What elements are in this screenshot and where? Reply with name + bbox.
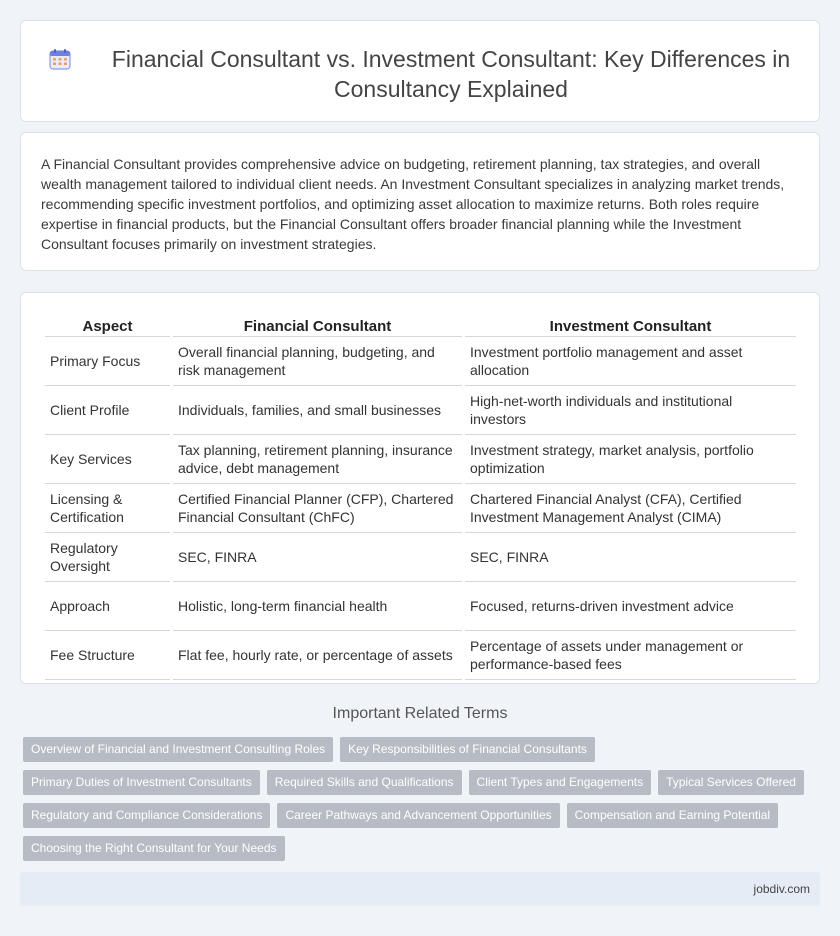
aspect-cell: Key Services [45, 435, 170, 484]
investment-cell: High-net-worth individuals and institutional investors [465, 386, 796, 435]
financial-cell: Flat fee, hourly rate, or percentage of assets [173, 631, 462, 680]
financial-cell: Certified Financial Planner (CFP), Chartered Financial Consultant (ChFC) [173, 484, 462, 533]
financial-cell: SEC, FINRA [173, 533, 462, 582]
table-row [45, 631, 796, 680]
header-investment-consultant: Investment Consultant [465, 315, 796, 337]
related-term-tag[interactable]: Required Skills and Qualifications [267, 770, 462, 795]
footer-site-link[interactable]: jobdiv.com [753, 882, 810, 896]
page-title: Financial Consultant vs. Investment Consultant: Key Differences in Consultancy Explained [111, 46, 791, 102]
table-header-row [45, 315, 796, 337]
header-card [20, 20, 820, 122]
comparison-card [20, 292, 820, 684]
related-term-tag[interactable]: Career Pathways and Advancement Opportunities [277, 803, 559, 828]
investment-cell: Percentage of assets under management or performance-based fees [465, 631, 796, 680]
aspect-cell: Approach [45, 582, 170, 631]
footer [20, 872, 820, 906]
related-terms-title: Important Related Terms [332, 705, 508, 722]
aspect-cell: Licensing & Certification [45, 484, 170, 533]
table-row [45, 533, 796, 582]
header-financial-consultant: Financial Consultant [173, 315, 462, 337]
comparison-table [42, 315, 799, 680]
aspect-cell: Client Profile [45, 386, 170, 435]
related-term-tag[interactable]: Primary Duties of Investment Consultants [23, 770, 260, 795]
intro-paragraph: A Financial Consultant provides comprehensive advice on budgeting, retirement planning, tax strategies, and overall wealth management tailored to individual client needs. An Investment Consultant specializes in analyzing market trends, recommending specific investment portfolios, and optimizing asset allocation to maximize returns. Both roles require expertise in financial products, but the Financial Consultant offers broader financial planning while the Investment Consultant focuses primarily on investment strategies. [41, 156, 785, 252]
investment-cell: SEC, FINRA [465, 533, 796, 582]
financial-cell: Overall financial planning, budgeting, and risk management [173, 337, 462, 386]
related-term-tag[interactable]: Typical Services Offered [658, 770, 804, 795]
related-term-tag[interactable]: Choosing the Right Consultant for Your Needs [23, 836, 285, 861]
aspect-cell: Fee Structure [45, 631, 170, 680]
table-row [45, 582, 796, 631]
header-aspect: Aspect [45, 315, 170, 337]
financial-cell: Tax planning, retirement planning, insurance advice, debt management [173, 435, 462, 484]
related-term-tag[interactable]: Regulatory and Compliance Considerations [23, 803, 270, 828]
financial-cell: Individuals, families, and small businesses [173, 386, 462, 435]
aspect-cell: Primary Focus [45, 337, 170, 386]
table-row [45, 386, 796, 435]
investment-cell: Focused, returns-driven investment advice [465, 582, 796, 631]
aspect-cell: Regulatory Oversight [45, 533, 170, 582]
table-row [45, 484, 796, 533]
related-term-tag[interactable]: Compensation and Earning Potential [567, 803, 778, 828]
investment-cell: Investment strategy, market analysis, portfolio optimization [465, 435, 796, 484]
intro-card [20, 132, 820, 271]
investment-cell: Chartered Financial Analyst (CFA), Certified Investment Management Analyst (CIMA) [465, 484, 796, 533]
related-term-tag[interactable]: Client Types and Engagements [469, 770, 652, 795]
calendar-icon [49, 48, 71, 70]
investment-cell: Investment portfolio management and asset allocation [465, 337, 796, 386]
related-terms-list [23, 737, 813, 861]
related-term-tag[interactable]: Key Responsibilities of Financial Consultants [340, 737, 595, 762]
table-row [45, 337, 796, 386]
related-term-tag[interactable]: Overview of Financial and Investment Consulting Roles [23, 737, 333, 762]
table-row [45, 435, 796, 484]
financial-cell: Holistic, long-term financial health [173, 582, 462, 631]
